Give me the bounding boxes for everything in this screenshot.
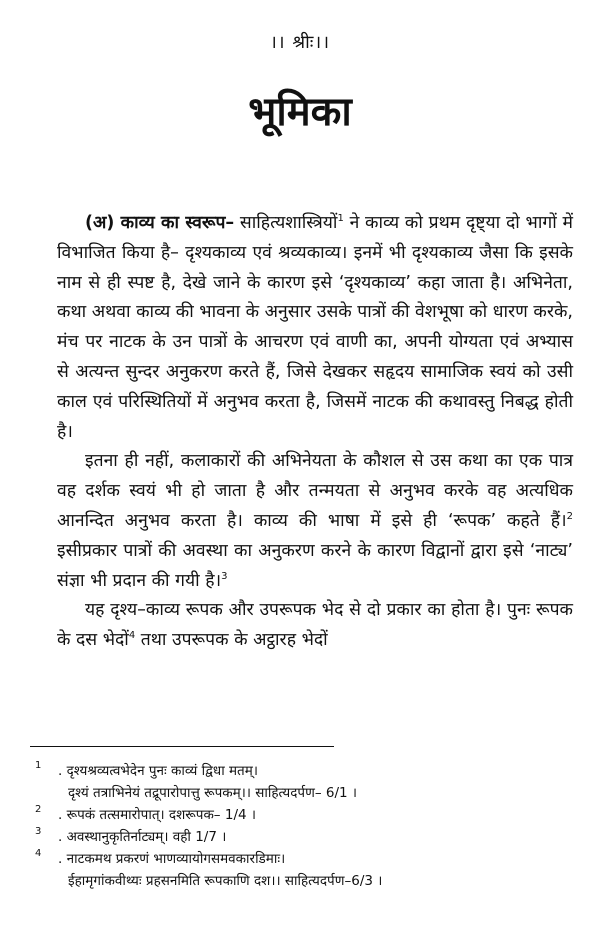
- footnote: [32, 804, 572, 826]
- footnote-ref-1: 1: [337, 213, 344, 225]
- footnote-line: . अवस्थानुकृतिर्नाट्यम्। वही 1/7 ।: [58, 829, 227, 845]
- footnotes: [32, 760, 572, 892]
- paragraph-3: [57, 596, 573, 656]
- footnote-number: 2: [35, 804, 42, 815]
- footnote-number: 1: [35, 760, 42, 771]
- paragraph-2-rest: इसीप्रकार पात्रों की अवस्था का अनुकरण करने के कारण विद्वानों द्वारा इसे ‘नाट्य’ संज्ञा भी प्रदान की गयी है।: [57, 540, 573, 591]
- footnote: [32, 826, 572, 848]
- paragraph-2: [57, 447, 573, 596]
- footnote-ref-3: 3: [221, 570, 228, 582]
- footnote-line: ईहामृगांकवीथ्यः प्रहसनमिति रूपकाणि दश।। साहित्यदर्पण–6/3 ।: [68, 873, 383, 889]
- invocation: ।। श्रीः।।: [269, 32, 331, 53]
- footnote: [32, 848, 572, 892]
- paragraph-1-rest: ने काव्य को प्रथम दृष्ट्या दो भागों में विभाजित किया है– दृश्यकाव्य एवं श्रव्यकाव्य। इनमें भी दृश्यकाव्य जैसा कि इसके नाम से ही स्पष्ट है, देखे जाने के कारण इसे ‘दृश्यकाव्य’ कहा जाता है। अभिनेता, कथा अथवा काव्य की भावना के अनुसार उसके पात्रों की वेशभूषा को धारण करके, मंच पर नाटक के उन पात्रों के आचरण एवं वाणी का, अपनी योग्यता एवं अभ्यास से अत्यन्त सुन्दर अनुकरण करते हैं, जिसे देखकर सहृदय सामाजिक स्वयं को उसी काल एवं परिस्थितियों में अनुभव करता है, जिसमें नाटक की कथावस्तु निबद्ध होती है।: [57, 213, 573, 442]
- footnote-line: . रूपकं तत्समारोपात्। दशरूपक– 1/4 ।: [58, 807, 256, 823]
- paragraph-1: [57, 209, 573, 447]
- paragraph-2-start: इतना ही नहीं, कलाकारों की अभिनेयता के कौशल से उस कथा का एक पात्र वह दर्शक स्वयं भी हो जाता है और तन्मयता से अनुभव करके वह अत्यधिक आनन्दित अनुभव करता है। काव्य की भाषा में इसे ही ‘रूपक’ कहते हैं।: [57, 451, 573, 531]
- footnote-divider: [30, 746, 334, 747]
- paragraph-3-start: यह दृश्य–काव्य रूपक और उपरूपक भेद से दो प्रकार का होता है। पुनः रूपक के दस भेदों: [57, 600, 573, 651]
- footnote-ref-4: 4: [128, 630, 136, 642]
- footnote: [32, 760, 572, 804]
- body-text: [57, 209, 573, 656]
- paragraph-3-rest: तथा उपरूपक के अट्ठारह भेदों: [135, 630, 328, 651]
- paragraph-1-start: साहित्यशास्त्रियों: [234, 213, 338, 233]
- footnote-number: 3: [35, 826, 42, 837]
- footnote-line: . नाटकमथ प्रकरणं भाणव्यायोगसमवकारडिमाः।: [58, 851, 286, 867]
- page-title: भूमिका: [248, 89, 352, 135]
- footnote-number: 4: [35, 848, 42, 859]
- footnote-line: दृश्यं तत्राभिनेयं तद्रूपारोपात्तु रूपकम्।। साहित्यदर्पण– 6/1 ।: [68, 785, 358, 801]
- footnote-ref-2: 2: [566, 511, 573, 523]
- footnote-line: . दृश्यश्रव्यत्वभेदेन पुनः काव्यं द्विधा मतम्।: [58, 763, 258, 779]
- section-heading: (अ) काव्य का स्वरूप–: [85, 213, 235, 233]
